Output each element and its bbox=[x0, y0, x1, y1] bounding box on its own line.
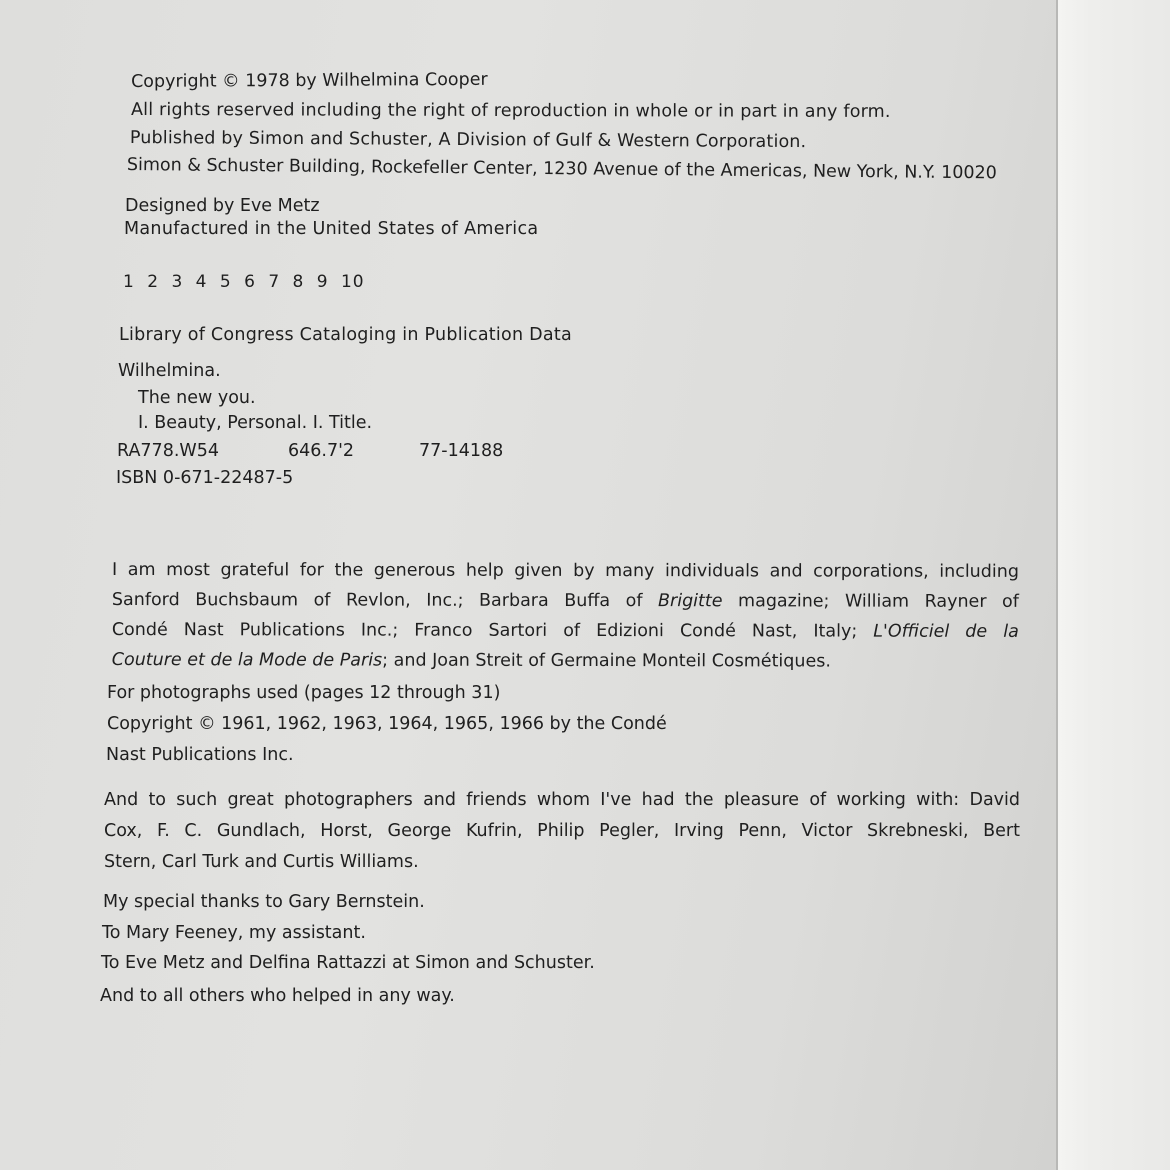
photo-credit-line-1: For photographs used (pages 12 through 31) bbox=[107, 683, 501, 703]
photo-credit-line-3: Nast Publications Inc. bbox=[106, 745, 294, 765]
cip-isbn: ISBN 0-671-22487-5 bbox=[116, 468, 294, 488]
cip-subjects: I. Beauty, Personal. I. Title. bbox=[138, 413, 373, 433]
printing-line: 1 2 3 4 5 6 7 8 9 10 bbox=[123, 272, 365, 292]
thanks-line-2: To Mary Feeney, my assistant. bbox=[102, 923, 366, 943]
ack-line-4: Couture et de la Mode de Paris; and Joan Streit of Germaine Monteil Cosmétiques. bbox=[111, 649, 831, 672]
cip-title: The new you. bbox=[138, 388, 256, 408]
thanks-line-4: And to all others who helped in any way. bbox=[100, 986, 455, 1006]
publication-title-start: L'Officiel de la bbox=[873, 621, 1019, 642]
ack-line-3: Condé Nast Publications Inc.; Franco Sartori of Edizioni Condé Nast, Italy; L'Officiel de la bbox=[111, 619, 1019, 642]
manufactured-line: Manufactured in the United States of America bbox=[124, 219, 539, 239]
thanks-line-1: My special thanks to Gary Bernstein. bbox=[103, 892, 425, 912]
magazine-title: Brigitte bbox=[657, 591, 723, 612]
photographers-paragraph bbox=[104, 785, 1020, 878]
publication-title-end: Couture et de la Mode de Paris bbox=[111, 649, 383, 671]
ack-line-1: I am most grateful for the generous help given by many individuals and corporations, including bbox=[111, 560, 1019, 582]
cip-call-number: RA778.W54 bbox=[117, 441, 219, 461]
photographers-line-2: Cox, F. C. Gundlach, Horst, George Kufrin, Philip Pegler, Irving Penn, Victor Skrebneski, Bert bbox=[104, 821, 1020, 841]
photographers-line-3: Stern, Carl Turk and Curtis Williams. bbox=[104, 852, 419, 872]
acknowledgments-paragraph bbox=[112, 555, 1019, 677]
address-line: Simon & Schuster Building, Rockefeller Center, 1230 Avenue of the Americas, New York, N.Y. 10020 bbox=[126, 155, 997, 184]
cip-dewey: 646.7'2 bbox=[288, 441, 355, 461]
photographers-line-1: And to such great photographers and friends whom I've had the pleasure of working with: David bbox=[104, 790, 1020, 810]
thanks-line-3: To Eve Metz and Delfina Rattazzi at Simon and Schuster. bbox=[101, 953, 595, 973]
publisher-line: Published by Simon and Schuster, A Division of Gulf & Western Corporation. bbox=[129, 128, 807, 153]
adjacent-page-edge bbox=[1056, 0, 1170, 1170]
ack-line-2: Sanford Buchsbaum of Revlon, Inc.; Barbara Buffa of Brigitte magazine; William Rayner of bbox=[111, 589, 1019, 612]
copyright-line: Copyright © 1978 by Wilhelmina Cooper bbox=[131, 69, 488, 92]
cip-lccn: 77-14188 bbox=[419, 441, 504, 461]
cip-heading: Library of Congress Cataloging in Publication Data bbox=[119, 325, 572, 345]
rights-line: All rights reserved including the right of reproduction in whole or in part in any form. bbox=[130, 100, 891, 122]
cip-author: Wilhelmina. bbox=[118, 361, 221, 381]
designer-line: Designed by Eve Metz bbox=[125, 196, 320, 216]
photo-credit-line-2: Copyright © 1961, 1962, 1963, 1964, 1965, 1966 by the Condé bbox=[107, 714, 667, 734]
